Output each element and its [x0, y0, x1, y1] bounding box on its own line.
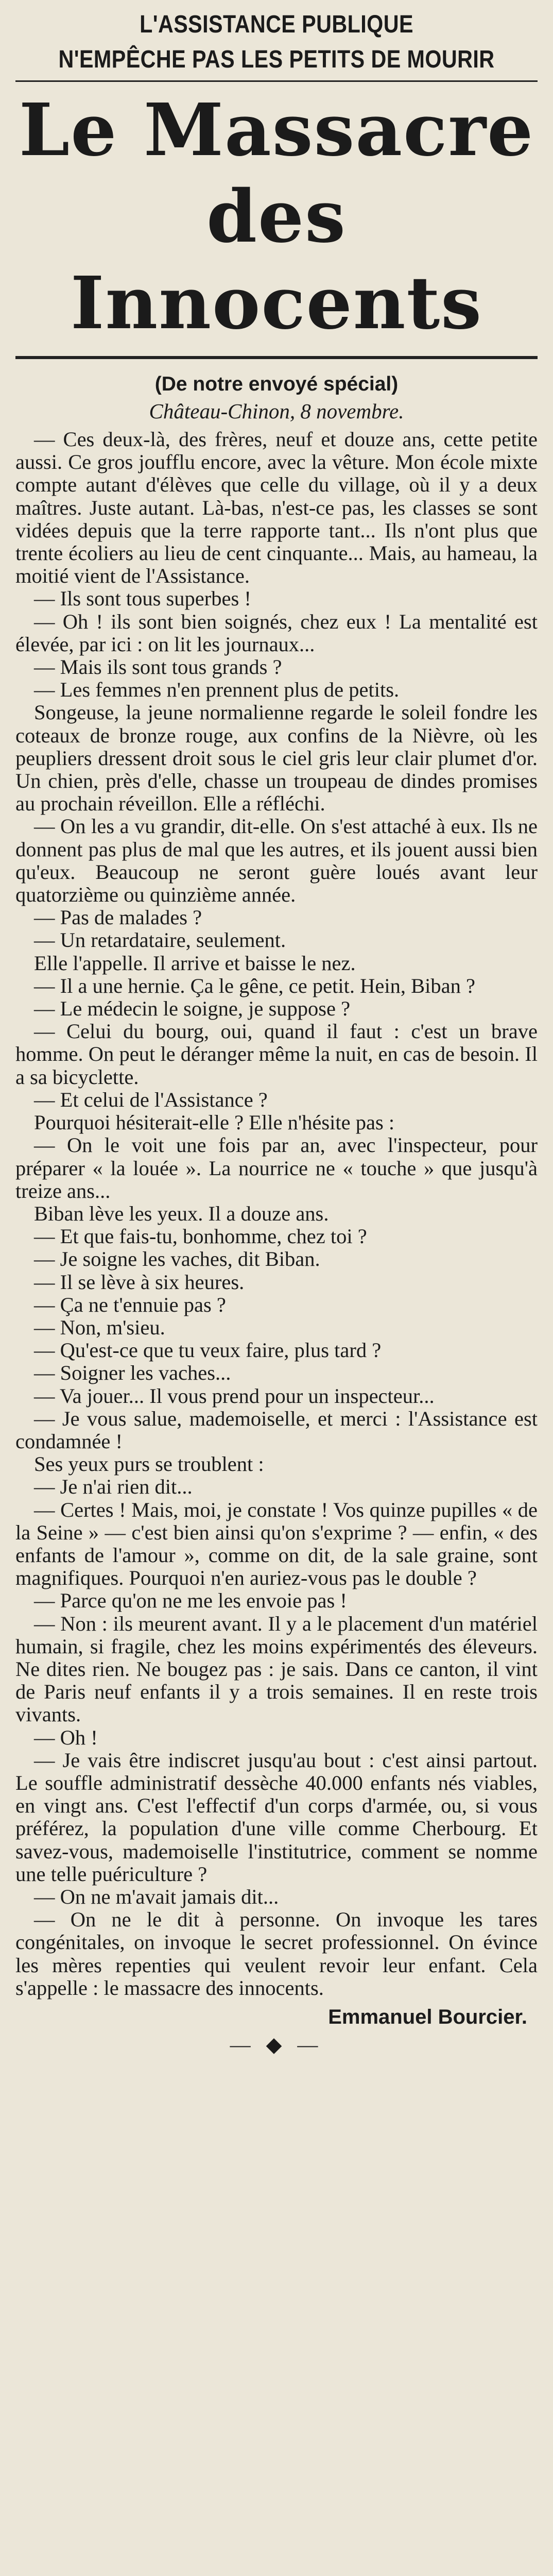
paragraph: — Je soigne les vaches, dit Biban.	[34, 1247, 320, 1271]
paragraph: — Et que fais-tu, bonhomme, chez toi ?	[34, 1225, 367, 1248]
paragraph: Elle l'appelle. Il arrive et baisse le nez.	[34, 951, 356, 975]
byline: (De notre envoyé spécial)	[154, 373, 399, 395]
paragraph: — Ça ne t'ennuie pas ?	[34, 1293, 226, 1316]
headline-rule	[15, 356, 538, 359]
paragraph: Biban lève les yeux. Il a douze ans.	[34, 1201, 329, 1225]
paragraph: — Le médecin le soigne, je suppose ?	[34, 997, 351, 1021]
paragraph: — Et celui de l'Assistance ?	[34, 1088, 268, 1111]
article-body	[15, 428, 538, 1999]
paragraph: — Soigner les vaches...	[34, 1361, 231, 1385]
kicker-line-2: N'EMPÊCHE PAS LES PETITS DE MOURIR	[58, 46, 495, 73]
paragraph: — On les a vu grandir, dit-elle. On s'est attaché à eux. Ils ne donnent pas plus de mal que les autres, et ils jouent aussi bien qu'eux. Beaucoup ne seront guère loués avant leur quatorzième ou quinzième année.	[15, 815, 538, 907]
paragraph: — Un retardataire, seulement.	[34, 928, 286, 952]
header-rule	[15, 80, 538, 82]
headline-line-2: des Innocents	[70, 175, 483, 346]
paragraph: — Celui du bourg, oui, quand il faut : c'est un brave homme. On peut le déranger même la nuit, en cas de besoin. Il a sa bicyclette.	[15, 1020, 538, 1089]
paragraph: — On le voit une fois par an, avec l'inspecteur, pour préparer « la louée ». La nourrice ne « touche » que jusqu'à treize ans...	[15, 1133, 538, 1202]
headline-line-1: Le Massacre	[19, 88, 534, 173]
paragraph: — Certes ! Mais, moi, je constate ! Vos quinze pupilles « de la Seine » — c'est bien ainsi qu'on s'exprime ? — enfin, « des enfants de l'amour », comme on dit, de la sale graine, sont magnifiques. Pourquoi n'en auriez-vous pas le double ?	[15, 1498, 538, 1590]
paragraph: — Il se lève à six heures.	[34, 1270, 245, 1294]
paragraph: — Je vais être indiscret jusqu'au bout : c'est ainsi partout. Le souffle administratif dessèche 40.000 enfants nés viables, en vingt ans. C'est l'effectif d'un corps d'armée, ou, si vous préférez, la population d'une ville comme Cherbourg. Et savez-vous, mademoiselle l'institutrice, comment se nomme une telle puériculture ?	[15, 1748, 538, 1886]
headline	[15, 87, 538, 347]
paragraph: — Les femmes n'en prennent plus de petits.	[34, 678, 400, 702]
paragraph: — Parce qu'on ne me les envoie pas !	[34, 1589, 347, 1613]
paragraph: — On ne m'avait jamais dit...	[34, 1885, 279, 1908]
paragraph: — Ils sont tous superbes !	[34, 587, 251, 611]
paragraph: — Je n'ai rien dit...	[34, 1475, 193, 1499]
paragraph: — Non, m'sieu.	[34, 1315, 165, 1339]
paragraph: — On ne le dit à personne. On invoque les tares congénitales, on invoque le secret professionnel. On évince les mères repenties qui veulent revoir leur enfant. Cela s'appelle : le massacre des innocents.	[15, 1908, 538, 1999]
paragraph: — Je vous salue, mademoiselle, et merci : l'Assistance est condamnée !	[15, 1406, 538, 1453]
paragraph: — Va jouer... Il vous prend pour un inspecteur...	[34, 1384, 435, 1408]
paragraph: — Ces deux-là, des frères, neuf et douze ans, cette petite aussi. Ce gros joufflu encore, avec la vêture. Mon école mixte compte autant d'élèves que celle du village, où il y a deux maîtres. Juste autant. Là-bas, n'est-ce pas, les classes se sont vidées depuis que la terre rapporte tant... Ils n'ont plus que trente écoliers au lieu de cent cinquante... Mais, au hameau, la moitié vient de l'Assistance.	[15, 428, 538, 588]
paragraph: — Non : ils meurent avant. Il y a le placement d'un matériel humain, si fragile, chez les moins expérimentés des éleveurs. Ne dites rien. Ne bougez pas : je sais. Dans ce canton, il vint de Paris neuf enfants il y a trois semaines. Il en reste trois vivants.	[15, 1612, 538, 1726]
paragraph: — Il a une hernie. Ça le gêne, ce petit. Hein, Biban ?	[34, 974, 475, 997]
paragraph: — Mais ils sont tous grands ?	[34, 655, 282, 679]
paragraph: — Oh ! ils sont bien soignés, chez eux ! La mentalité est élevée, par ici : on lit les journaux...	[15, 609, 538, 656]
paragraph: — Qu'est-ce que tu veux faire, plus tard ?	[34, 1338, 382, 1362]
paragraph: — Oh !	[34, 1725, 98, 1749]
kicker-line-1: L'ASSISTANCE PUBLIQUE	[140, 11, 413, 38]
paragraph: — Pas de malades ?	[34, 906, 202, 929]
paragraph: Songeuse, la jeune normalienne regarde le soleil fondre les coteaux de bronze rouge, aux confins de la Nièvre, où les peupliers dressent droit sous le ciel gris leur clair plumet d'or. Un chien, près d'elle, chasse un troupeau de dindes promises au prochain réveillon. Elle a réfléchi.	[15, 701, 538, 816]
paragraph: Pourquoi hésiterait-elle ? Elle n'hésite pas :	[34, 1111, 395, 1134]
end-ornament: — ◆ —	[230, 2033, 323, 2057]
author-signature: Emmanuel Bourcier.	[328, 2006, 527, 2029]
dateline: Château-Chinon, 8 novembre.	[149, 399, 404, 423]
paragraph: Ses yeux purs se troublent :	[34, 1452, 264, 1476]
